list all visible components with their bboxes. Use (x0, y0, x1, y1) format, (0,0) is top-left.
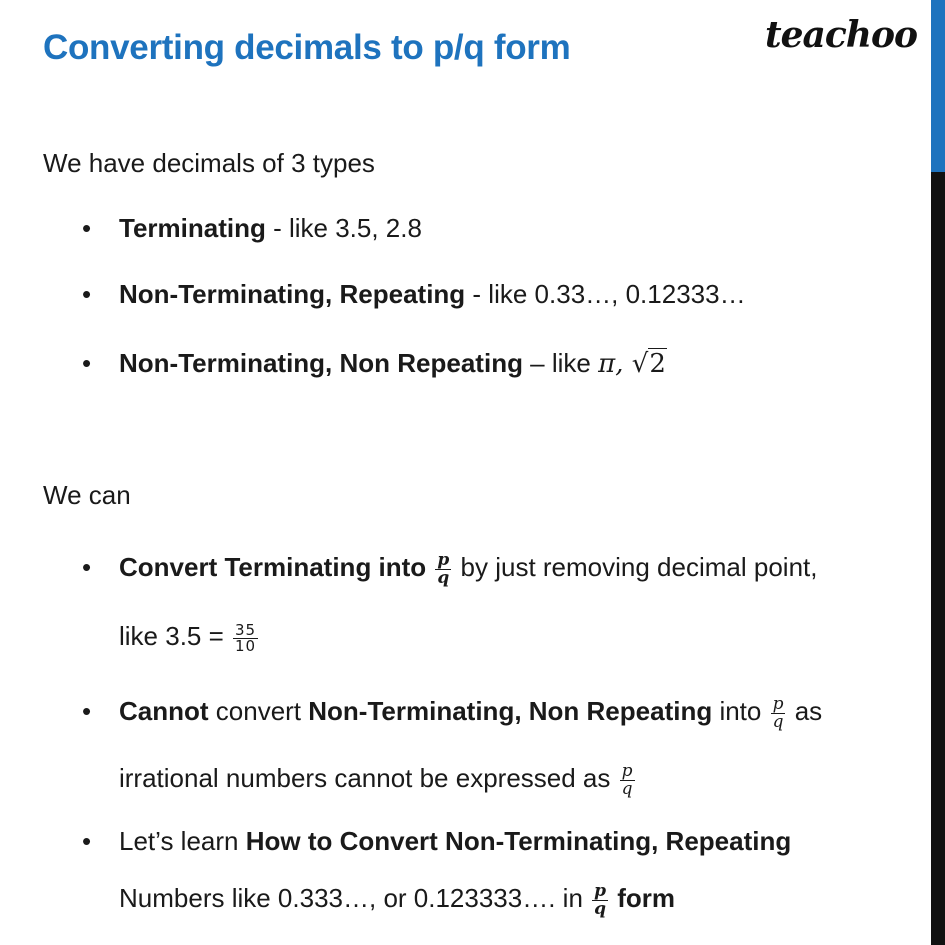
item-text: Let’s learn (119, 826, 246, 856)
fraction-denominator: q (772, 711, 784, 732)
list-item-lets-learn (119, 825, 791, 857)
item-text: as (787, 696, 823, 726)
item-term: Cannot (119, 696, 209, 726)
list-item-terminating (119, 212, 422, 244)
comma: , (615, 349, 632, 379)
square-root-expression (632, 348, 667, 379)
list-item-cannot-convert-line2 (119, 762, 637, 798)
teachoo-logo: teachoo (765, 14, 917, 56)
item-desc: by just removing decimal point, (453, 552, 818, 582)
scrollbar-thumb[interactable] (931, 0, 945, 172)
bullet-icon: • (82, 279, 92, 309)
fraction-numerator: p (594, 880, 607, 901)
bullet-icon: • (82, 552, 92, 582)
pq-fraction (592, 880, 608, 919)
fraction-denominator: q (594, 898, 607, 919)
list-item-non-terminating-non-repeating (119, 347, 667, 380)
fraction-denominator: 10 (235, 636, 257, 655)
list-item-non-terminating-repeating (119, 278, 746, 310)
item-term: Non-Terminating, Non Repeating (119, 348, 523, 378)
sqrt-symbol: √ (631, 349, 649, 379)
item-text: into (712, 696, 769, 726)
list-item-convert-terminating-example (119, 620, 260, 654)
item-term: Terminating (119, 213, 266, 243)
item-term: Convert Terminating into (119, 552, 434, 582)
pq-fraction (435, 549, 451, 588)
fraction-numerator: 35 (235, 620, 257, 639)
list-item-convert-terminating (119, 551, 817, 587)
item-term: How to Convert Non-Terminating, Repeating (245, 826, 792, 856)
example-text: like 3.5 = (119, 621, 232, 651)
page-title: Converting decimals to p/q form (43, 28, 571, 67)
fraction-numerator: p (437, 549, 450, 570)
intro-we-can: We can (43, 480, 131, 510)
item-text: convert (208, 696, 309, 726)
item-desc: - like 0.33…, 0.12333… (465, 279, 746, 309)
item-desc: - like 3.5, 2.8 (265, 213, 422, 243)
item-term: Non-Terminating, Repeating (119, 279, 466, 309)
bullet-icon: • (82, 826, 92, 856)
item-term: Non-Terminating, Non Repeating (308, 696, 713, 726)
bullet-icon: • (82, 696, 92, 726)
fraction-numerator: p (772, 693, 784, 714)
item-text: irrational numbers cannot be expressed as (119, 763, 618, 793)
item-desc: – like (522, 348, 599, 378)
example-fraction (233, 620, 258, 655)
item-text: Numbers like 0.333…, or 0.123333…. in (119, 883, 591, 913)
list-item-cannot-convert (119, 695, 822, 731)
list-item-lets-learn-line2 (119, 882, 675, 918)
fraction-denominator: q (621, 778, 633, 799)
bullet-icon: • (82, 348, 92, 378)
bullet-icon: • (82, 213, 92, 243)
sqrt-radicand: 2 (649, 349, 666, 379)
pq-fraction (620, 760, 635, 799)
fraction-denominator: q (437, 567, 450, 588)
intro-decimal-types: We have decimals of 3 types (43, 148, 375, 178)
pq-fraction (771, 693, 786, 732)
item-term: form (610, 883, 676, 913)
pi-symbol: π (598, 349, 616, 379)
fraction-numerator: p (621, 760, 633, 781)
